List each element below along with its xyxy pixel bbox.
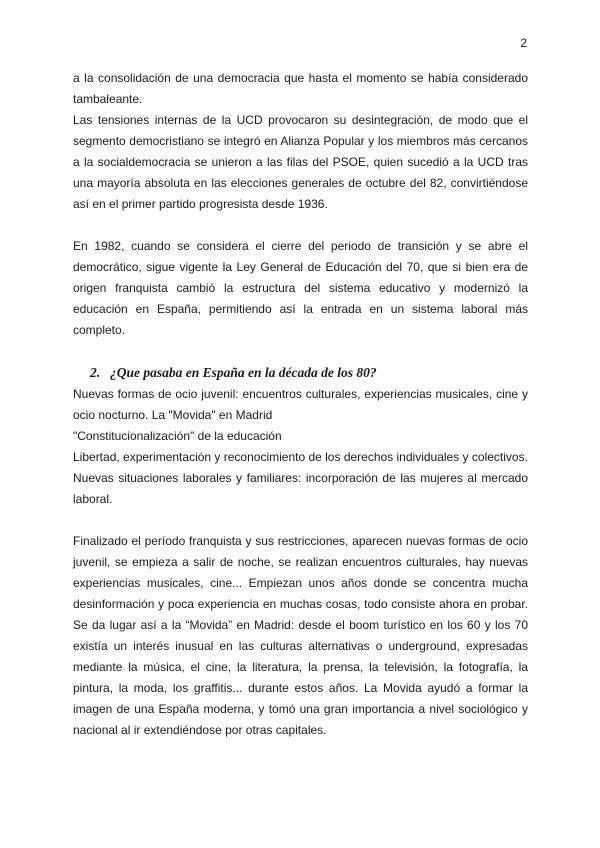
- paragraph-spacer: [73, 510, 528, 531]
- paragraph-spacer: [73, 215, 528, 236]
- point-situaciones-laborales: Nuevas situaciones laborales y familiares: incorporación de las mujeres al mercado laboral.: [73, 471, 528, 506]
- section-heading-number: 2.: [90, 365, 101, 380]
- section-heading-text: ¿Que pasaba en España en la década de los 80?: [110, 365, 377, 380]
- paragraph-consolidacion: a la consolidación de una democracia que hasta el momento se había considerado tambaleante.: [73, 71, 528, 106]
- page-number: 2: [520, 36, 527, 50]
- section-heading: [73, 362, 528, 384]
- paragraph-movida: Finalizado el período franquista y sus restricciones, aparecen nuevas formas de ocio juvenil, se empieza a salir de noche, se realizan encuentros culturales, hay nuevas experiencias musicales, cine... Empiezan unos años donde se concentra mucha desinformación y poca experiencia en muchas cosas, todo consiste ahora en probar. Se da lugar así a la “Movida” en Madrid: desde el boom turístico en los 60 y los 70 existía un interés inusual en las culturas alternativas o underground, expresadas mediante la música, el cine, la literatura, la prensa, la televisión, la fotografía, la pintura, la moda, los graffitis... durante estos años. La Movida ayudó a formar la imagen de una España moderna, y tomó una gran importancia a nivel sociológico y nacional al ir extendiéndose por otras capitales.: [73, 534, 528, 737]
- point-libertad: Libertad, experimentación y reconocimiento de los derechos individuales y colectivos.: [73, 450, 528, 464]
- paragraph-ley-educacion: En 1982, cuando se considera el cierre del periodo de transición y se abre el democrático, sigue vigente la Ley General de Educación del 70, que si bien era de origen franquista cambió la estructura del sistema educativo y modernizó la educación en España, permitiendo así la entrada en un sistema laboral más completo.: [73, 239, 528, 337]
- point-constitucionalizacion: "Constitucionalización" de la educación: [73, 429, 282, 443]
- paragraph-tensiones-ucd: Las tensiones internas de la UCD provocaron su desintegración, de modo que el segmento democristiano se integró en Alianza Popular y los miembros más cercanos a la socialdemocracia se unieron a las filas del PSOE, quien sucedió a la UCD tras una mayoría absoluta en las elecciones generales de octubre del 82, convirtiéndose así en el primer partido progresista desde 1936.: [73, 113, 528, 211]
- document-body: [73, 68, 528, 741]
- paragraph-spacer: [73, 341, 528, 362]
- point-ocio-juvenil: Nuevas formas de ocio juvenil: encuentros culturales, experiencias musicales, cine y ocio nocturno. La "Movida" en Madrid: [73, 387, 528, 422]
